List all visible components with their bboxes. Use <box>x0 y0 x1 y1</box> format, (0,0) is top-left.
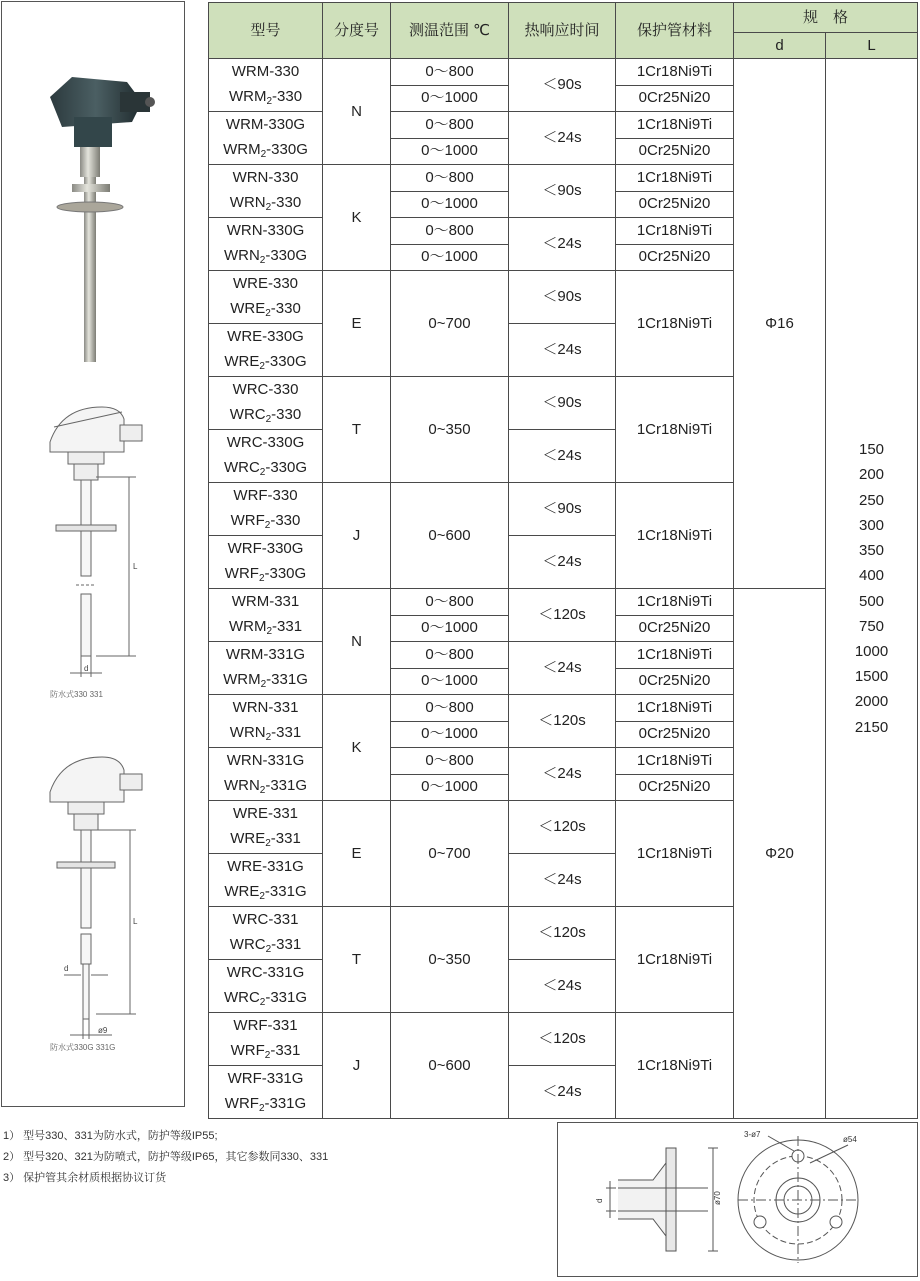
flange-d-label: d <box>595 1198 604 1203</box>
response-cell: ＜90s <box>509 165 616 218</box>
grade-cell: J <box>323 483 391 589</box>
caption-drawing-1: 防水式330 331 <box>50 690 103 699</box>
model-name-variant: $WRF_2-330$ <box>230 512 301 531</box>
material-cell: 0Cr25Ni20 <box>616 615 734 642</box>
d-cell: Φ16 <box>734 59 826 589</box>
header-material: 保护管材料 <box>616 3 734 59</box>
model-name: WRM-331 <box>231 593 300 610</box>
range-cell: 0～1000 <box>391 721 509 748</box>
response-cell: ＜24s <box>509 748 616 801</box>
model-cell <box>209 377 323 430</box>
drawing2-phi9-label: ø9 <box>98 1026 108 1035</box>
model-name-variant: $WRE_2-330G$ <box>224 353 307 372</box>
notes <box>3 1126 328 1189</box>
material-cell: 1Cr18Ni9Ti <box>616 165 734 192</box>
range-cell: 0~700 <box>391 271 509 377</box>
model-name: WRN-330 <box>232 169 299 186</box>
model-name: WRE-330G <box>227 328 304 345</box>
model-cell <box>209 430 323 483</box>
model-name-variant: $WRM_2-330G$ <box>223 141 308 160</box>
model-cell <box>209 801 323 854</box>
material-cell: 0Cr25Ni20 <box>616 85 734 112</box>
material-cell: 1Cr18Ni9Ti <box>616 695 734 722</box>
flange-od-label: ø70 <box>713 1191 722 1205</box>
range-cell: 0~350 <box>391 377 509 483</box>
model-cell <box>209 748 323 801</box>
model-name: WRC-331G <box>226 964 305 981</box>
flange-svg <box>558 1123 917 1276</box>
material-cell: 1Cr18Ni9Ti <box>616 218 734 245</box>
model-name: WRC-331 <box>232 911 299 928</box>
material-cell: 1Cr18Ni9Ti <box>616 801 734 907</box>
range-cell: 0～800 <box>391 165 509 192</box>
range-cell: 0~600 <box>391 1013 509 1119</box>
range-cell: 0～800 <box>391 695 509 722</box>
material-cell: 1Cr18Ni9Ti <box>616 112 734 139</box>
note-1: 1） 型号330、331为防水式，防护等级IP55; <box>3 1130 218 1142</box>
model-name: WRM-331G <box>225 646 306 663</box>
L-value: 200 <box>858 466 885 484</box>
model-name: WRF-331 <box>233 1017 298 1034</box>
L-value: 1000 <box>854 642 889 660</box>
material-cell: 1Cr18Ni9Ti <box>616 642 734 669</box>
note-3: 3） 保护管其余材质根据协议订货 <box>3 1172 167 1184</box>
range-cell: 0～1000 <box>391 244 509 271</box>
drawing1-L-label: L <box>133 562 138 571</box>
material-cell: 0Cr25Ni20 <box>616 774 734 801</box>
model-cell <box>209 960 323 1013</box>
header-range: 测温范围 ℃ <box>391 3 509 59</box>
response-cell: ＜24s <box>509 642 616 695</box>
material-cell: 1Cr18Ni9Ti <box>616 1013 734 1119</box>
range-cell: 0～800 <box>391 589 509 616</box>
response-cell: ＜24s <box>509 430 616 483</box>
grade-cell: K <box>323 695 391 801</box>
model-cell <box>209 589 323 642</box>
response-cell: ＜90s <box>509 271 616 324</box>
grade-cell: T <box>323 377 391 483</box>
range-cell: 0～800 <box>391 59 509 86</box>
model-name: WRE-331G <box>227 858 304 875</box>
model-cell <box>209 695 323 748</box>
header-response: 热响应时间 <box>509 3 616 59</box>
response-cell: ＜90s <box>509 483 616 536</box>
material-cell: 1Cr18Ni9Ti <box>616 377 734 483</box>
model-name-variant: $WRC_2-331$ <box>229 936 302 955</box>
response-cell: ＜90s <box>509 59 616 112</box>
model-cell <box>209 218 323 271</box>
figure-panel <box>1 1 185 1107</box>
grade-cell: K <box>323 165 391 271</box>
material-cell: 1Cr18Ni9Ti <box>616 483 734 589</box>
drawing-330-331 <box>2 397 186 697</box>
material-cell: 1Cr18Ni9Ti <box>616 589 734 616</box>
drawing-330g-331g <box>2 752 186 1052</box>
L-value: 250 <box>858 491 885 509</box>
range-cell: 0～1000 <box>391 191 509 218</box>
response-cell: ＜24s <box>509 536 616 589</box>
material-cell: 1Cr18Ni9Ti <box>616 748 734 775</box>
range-cell: 0～1000 <box>391 668 509 695</box>
header-grade: 分度号 <box>323 3 391 59</box>
model-cell <box>209 1066 323 1119</box>
grade-cell: J <box>323 1013 391 1119</box>
grade-cell: T <box>323 907 391 1013</box>
range-cell: 0~600 <box>391 483 509 589</box>
model-name: WRN-331 <box>232 699 299 716</box>
model-cell <box>209 1013 323 1066</box>
L-value: 1500 <box>854 668 889 686</box>
model-cell <box>209 907 323 960</box>
range-cell: 0~350 <box>391 907 509 1013</box>
drawing2-L-label: L <box>133 917 138 926</box>
L-value: 400 <box>858 567 885 585</box>
grade-cell: E <box>323 271 391 377</box>
L-value: 150 <box>858 441 885 459</box>
L-cell <box>826 59 918 1119</box>
model-name: WRN-331G <box>226 752 305 769</box>
model-name-variant: $WRM_2-330$ <box>228 88 303 107</box>
grade-cell: N <box>323 59 391 165</box>
response-cell: ＜120s <box>509 907 616 960</box>
material-cell: 0Cr25Ni20 <box>616 668 734 695</box>
response-cell: ＜24s <box>509 324 616 377</box>
response-cell: ＜120s <box>509 801 616 854</box>
range-cell: 0～800 <box>391 642 509 669</box>
model-name-variant: $WRC_2-330$ <box>229 406 302 425</box>
range-cell: 0~700 <box>391 801 509 907</box>
model-name: WRE-330 <box>232 275 299 292</box>
L-value: 2150 <box>854 718 889 736</box>
model-name-variant: $WRE_2-331$ <box>230 830 301 849</box>
product-photo <box>2 2 186 382</box>
model-name: WRE-331 <box>232 805 299 822</box>
range-cell: 0～800 <box>391 218 509 245</box>
model-name: WRM-330 <box>231 63 300 80</box>
spec-table <box>208 2 918 1119</box>
L-value: 500 <box>858 592 885 610</box>
response-cell: ＜24s <box>509 112 616 165</box>
model-name: WRM-330G <box>225 116 306 133</box>
range-cell: 0～800 <box>391 748 509 775</box>
model-cell <box>209 854 323 907</box>
model-cell <box>209 112 323 165</box>
model-name-variant: $WRM_2-331$ <box>228 618 303 637</box>
model-name: WRC-330 <box>232 381 299 398</box>
model-name-variant: $WRN_2-330G$ <box>223 247 308 266</box>
note-2: 2） 型号320、321为防喷式，防护等级IP65，其它参数同330、331 <box>3 1151 329 1163</box>
model-name-variant: $WRN_2-330$ <box>229 194 302 213</box>
grade-cell: N <box>323 589 391 695</box>
model-name: WRC-330G <box>226 434 305 451</box>
material-cell: 1Cr18Ni9Ti <box>616 907 734 1013</box>
model-name-variant: $WRF_2-330G$ <box>224 565 307 584</box>
response-cell: ＜24s <box>509 218 616 271</box>
response-cell: ＜120s <box>509 695 616 748</box>
material-cell: 1Cr18Ni9Ti <box>616 271 734 377</box>
model-cell <box>209 536 323 589</box>
material-cell: 0Cr25Ni20 <box>616 244 734 271</box>
header-spec: 规 格 <box>734 3 918 33</box>
model-cell <box>209 642 323 695</box>
d-cell: Φ20 <box>734 589 826 1119</box>
L-value: 2000 <box>854 693 889 711</box>
range-cell: 0～1000 <box>391 774 509 801</box>
model-name-variant: $WRF_2-331$ <box>230 1042 301 1061</box>
drawing1-d-label: d <box>84 664 89 673</box>
model-name-variant: $WRE_2-331G$ <box>224 883 307 902</box>
model-name-variant: $WRC_2-331G$ <box>223 989 308 1008</box>
header-d: d <box>734 33 826 59</box>
material-cell: 0Cr25Ni20 <box>616 721 734 748</box>
model-name-variant: $WRN_2-331G$ <box>223 777 308 796</box>
material-cell: 0Cr25Ni20 <box>616 191 734 218</box>
flange-holes-label: 3-ø7 <box>744 1130 761 1139</box>
model-name: WRF-330 <box>233 487 298 504</box>
L-value: 750 <box>858 617 885 635</box>
response-cell: ＜90s <box>509 377 616 430</box>
model-cell <box>209 271 323 324</box>
header-model: 型号 <box>209 3 323 59</box>
model-cell <box>209 59 323 112</box>
response-cell: ＜24s <box>509 960 616 1013</box>
model-name-variant: $WRM_2-331G$ <box>223 671 308 690</box>
model-name-variant: $WRC_2-330G$ <box>223 459 308 478</box>
model-cell <box>209 483 323 536</box>
caption-drawing-2: 防水式330G 331G <box>50 1043 116 1052</box>
response-cell: ＜120s <box>509 589 616 642</box>
model-name: WRF-331G <box>227 1070 304 1087</box>
response-cell: ＜24s <box>509 1066 616 1119</box>
range-cell: 0～1000 <box>391 615 509 642</box>
model-cell <box>209 165 323 218</box>
range-cell: 0～800 <box>391 112 509 139</box>
model-name: WRN-330G <box>226 222 305 239</box>
model-name-variant: $WRN_2-331$ <box>229 724 302 743</box>
model-cell <box>209 324 323 377</box>
response-cell: ＜24s <box>509 854 616 907</box>
flange-pcd-label: ø54 <box>843 1135 857 1144</box>
response-cell: ＜120s <box>509 1013 616 1066</box>
header-L: L <box>826 33 918 59</box>
grade-cell: E <box>323 801 391 907</box>
L-value: 350 <box>858 542 885 560</box>
material-cell: 0Cr25Ni20 <box>616 138 734 165</box>
model-name-variant: $WRF_2-331G$ <box>224 1095 307 1114</box>
flange-drawing <box>557 1122 918 1277</box>
material-cell: 1Cr18Ni9Ti <box>616 59 734 86</box>
model-name: WRF-330G <box>227 540 304 557</box>
range-cell: 0～1000 <box>391 85 509 112</box>
drawing2-d-label: d <box>64 964 69 973</box>
L-value: 300 <box>858 516 885 534</box>
range-cell: 0～1000 <box>391 138 509 165</box>
model-name-variant: $WRE_2-330$ <box>230 300 301 319</box>
